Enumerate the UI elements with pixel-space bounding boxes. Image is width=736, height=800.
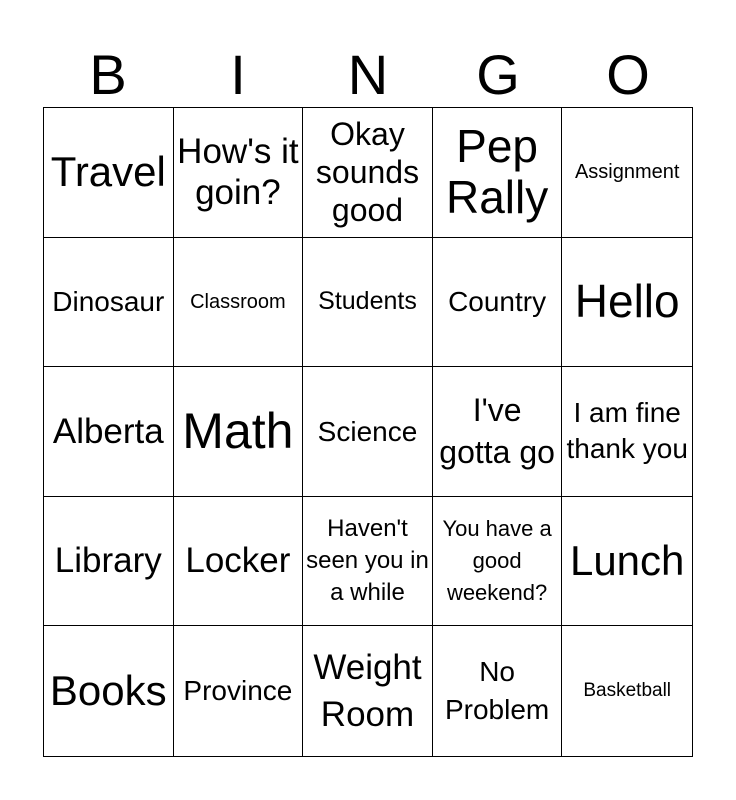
cell-text: Okay sounds good (315, 115, 420, 229)
bingo-cell[interactable] (562, 238, 692, 368)
cell-text: Locker (185, 541, 291, 581)
bingo-cell[interactable] (562, 497, 692, 627)
cell-text: Haven't seen you in a while (306, 514, 429, 607)
bingo-cell[interactable] (303, 367, 433, 497)
cell-text: Basketball (583, 679, 672, 701)
cell-text: Library (54, 541, 162, 581)
cell-text: Alberta (52, 411, 164, 451)
bingo-header (43, 42, 693, 108)
bingo-cell[interactable] (44, 108, 174, 238)
bingo-cell[interactable] (174, 626, 304, 756)
header-letter-b: B (89, 43, 127, 106)
bingo-cell[interactable] (174, 367, 304, 497)
cell-text: Pep Rally (445, 119, 549, 224)
bingo-cell[interactable] (174, 497, 304, 627)
bingo-cell[interactable] (303, 108, 433, 238)
bingo-cell[interactable] (174, 108, 304, 238)
bingo-board (43, 107, 693, 757)
header-letter-i: I (230, 43, 246, 106)
cell-text: You have a good weekend? (442, 516, 552, 606)
bingo-cell[interactable] (174, 238, 304, 368)
bingo-cell[interactable] (562, 367, 692, 497)
cell-text: Assignment (574, 161, 680, 184)
bingo-cell[interactable] (562, 626, 692, 756)
bingo-cell[interactable] (303, 238, 433, 368)
cell-text: Weight Room (313, 647, 422, 735)
bingo-cell[interactable] (562, 108, 692, 238)
bingo-cell[interactable] (433, 367, 563, 497)
bingo-cell[interactable] (44, 238, 174, 368)
cell-text: I am fine thank you (566, 397, 688, 465)
bingo-cell[interactable] (433, 497, 563, 627)
cell-text: I've gotta go (439, 392, 555, 471)
bingo-cell[interactable] (44, 367, 174, 497)
cell-text: Science (317, 415, 418, 447)
cell-text: Classroom (190, 290, 286, 313)
bingo-cell[interactable] (433, 238, 563, 368)
cell-text: Math (182, 403, 294, 460)
cell-text: How's it goin? (177, 132, 299, 213)
cell-text: Province (183, 675, 293, 707)
cell-text: Hello (574, 275, 680, 328)
cell-text: Travel (50, 148, 166, 196)
cell-text: Country (448, 286, 547, 318)
header-letter-n: N (347, 43, 389, 106)
bingo-cell[interactable] (44, 626, 174, 756)
bingo-cell[interactable] (303, 497, 433, 627)
bingo-cell[interactable] (433, 626, 563, 756)
header-letter-o: O (606, 43, 650, 106)
cell-text: Lunch (569, 536, 685, 584)
header-letter-g: G (476, 43, 520, 106)
bingo-cell[interactable] (44, 497, 174, 627)
bingo-cell[interactable] (303, 626, 433, 756)
cell-text: Dinosaur (52, 286, 165, 318)
cell-text: No Problem (444, 656, 550, 726)
cell-text: Students (318, 287, 417, 316)
bingo-cell[interactable] (433, 108, 563, 238)
cell-text: Books (49, 667, 167, 715)
